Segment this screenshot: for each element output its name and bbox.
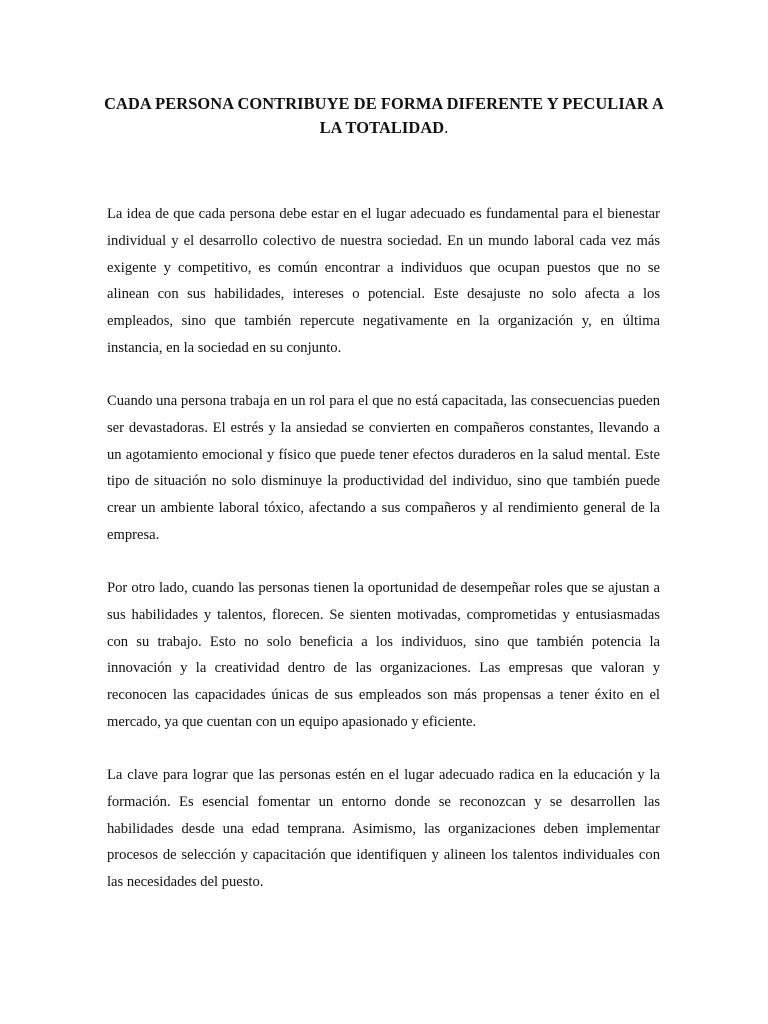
title-text: CADA PERSONA CONTRIBUYE DE FORMA DIFERENTE Y PECULIAR A LA TOTALIDAD: [104, 94, 664, 137]
document-title: [100, 92, 668, 140]
title-period: .: [444, 118, 449, 137]
paragraph-4: La clave para lograr que las personas estén en el lugar adecuado radica en la educación y la formación. Es esencial fomentar un entorno donde se reconozcan y se desarrollen las habilidades desde una edad temprana. Asimismo, las organizaciones deben implementar procesos de selección y capacitación que identifiquen y alineen los talentos individuales con las necesidades del puesto.: [107, 767, 660, 891]
paragraph-1: La idea de que cada persona debe estar en el lugar adecuado es fundamental para el bienestar individual y el desarrollo colectivo de nuestra sociedad. En un mundo laboral cada vez más exigente y competitivo, es común encontrar a individuos que ocupan puestos que no se alinean con sus habilidades, intereses o potencial. Este desajuste no solo afecta a los empleados, sino que también repercute negativamente en la organización y, en última instancia, en la sociedad en su conjunto.: [107, 206, 660, 356]
paragraph-2: Cuando una persona trabaja en un rol para el que no está capacitada, las consecuencias pueden ser devastadoras. El estrés y la ansiedad se convierten en compañeros constantes, llevando a un agotamiento emocional y físico que puede tener efectos duraderos en la salud mental. Este tipo de situación no solo disminuye la productividad del individuo, sino que también puede crear un ambiente laboral tóxico, afectando a sus compañeros y al rendimiento general de la empresa.: [107, 393, 660, 543]
paragraph-3: Por otro lado, cuando las personas tienen la oportunidad de desempeñar roles que se ajustan a sus habilidades y talentos, florecen. Se sienten motivadas, comprometidas y entusiasmadas con su trabajo. Esto no solo beneficia a los individuos, sino que también potencia la innovación y la creatividad dentro de las organizaciones. Las empresas que valoran y reconocen las capacidades únicas de sus empleados son más propensas a tener éxito en el mercado, ya que cuentan con un equipo apasionado y eficiente.: [107, 580, 660, 730]
